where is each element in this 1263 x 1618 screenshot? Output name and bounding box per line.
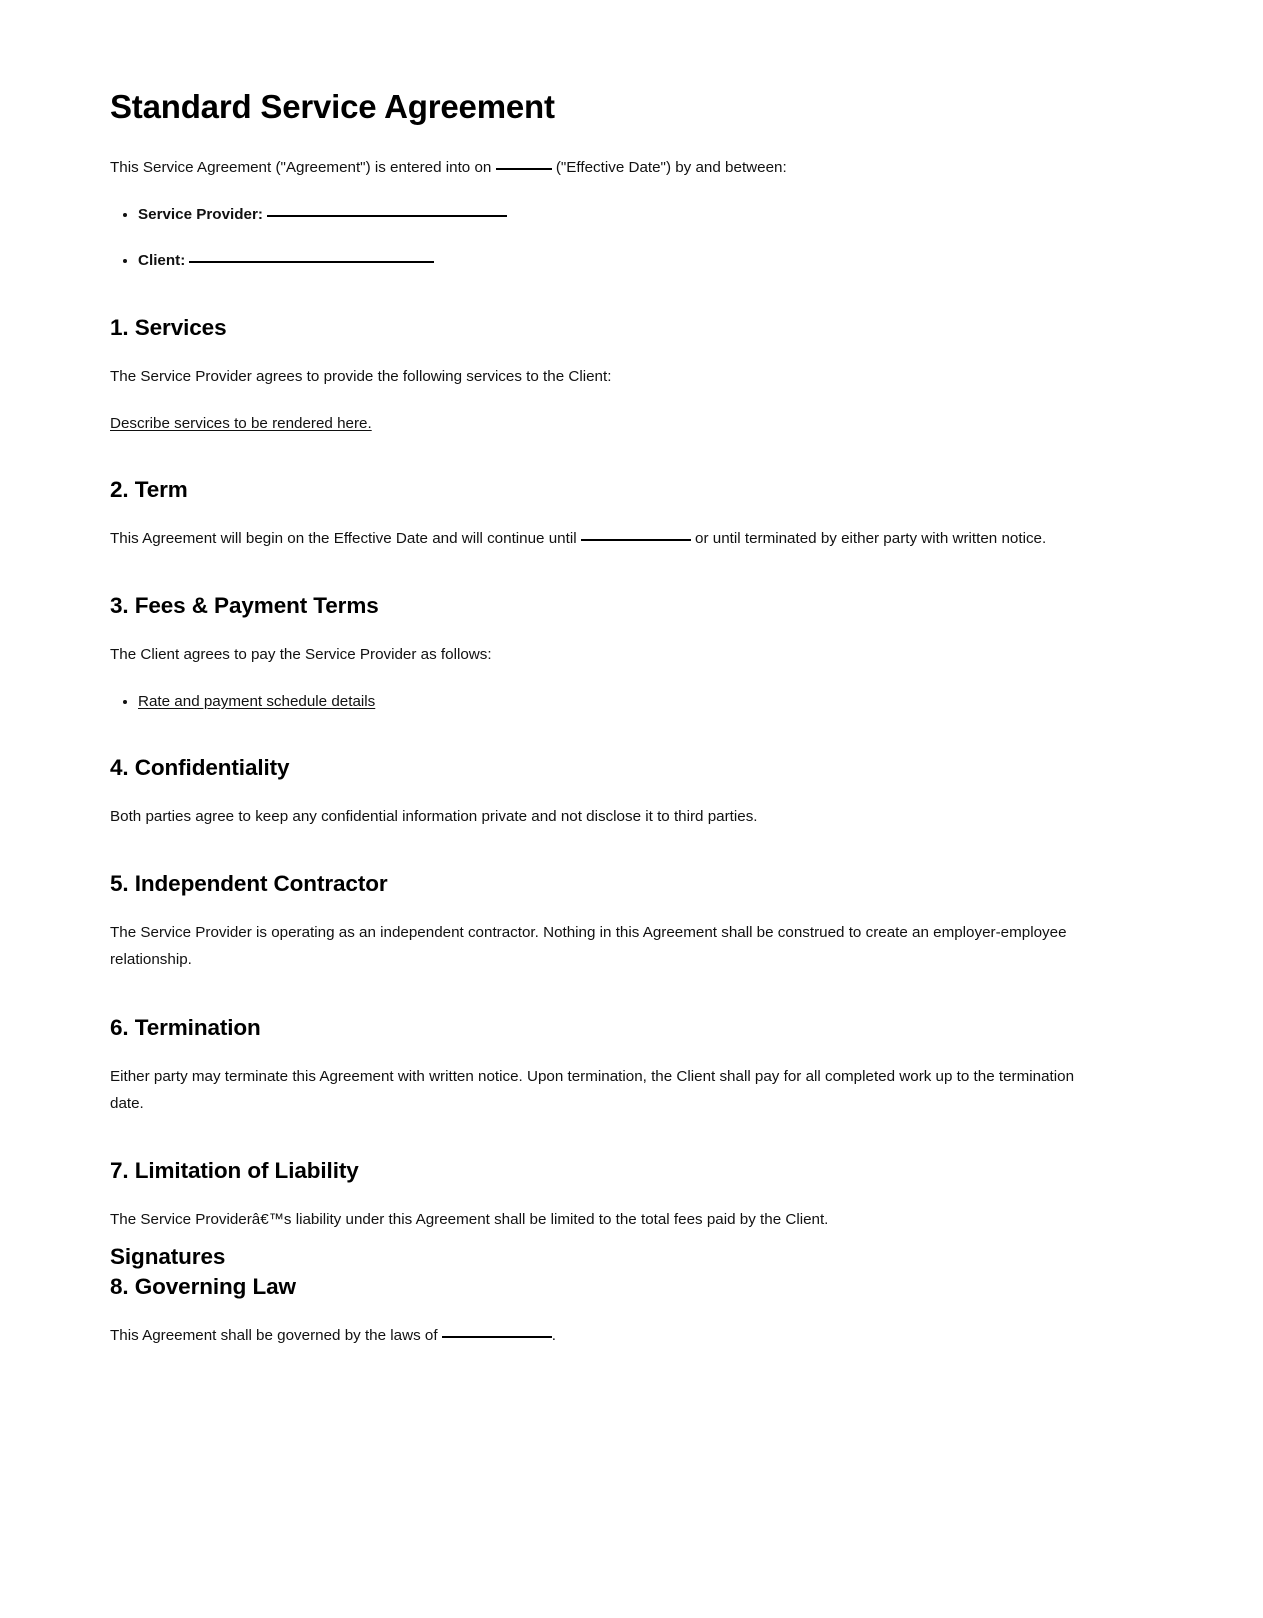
limitation-of-liability-paragraph: The Service Providerâ€™s liability under this Agreement shall be limited to the total fees paid by the Client.	[110, 1210, 829, 1228]
governing-law-blank[interactable]	[442, 1336, 552, 1338]
section-heading-governing-law: 8. Governing Law	[110, 1273, 296, 1299]
list-item-service-provider	[138, 203, 1110, 227]
section-heading-termination: 6. Termination	[110, 1014, 261, 1040]
term-end-blank[interactable]	[581, 539, 691, 541]
section-heading-services: 1. Services	[110, 314, 227, 340]
parties-list	[110, 203, 1110, 274]
services-paragraph: The Service Provider agrees to provide the following services to the Client:	[110, 367, 612, 385]
governing-law-paragraph	[110, 1322, 1110, 1349]
intro-text-before: This Service Agreement ("Agreement") is entered into on	[110, 158, 492, 176]
signatures-section-clipped	[110, 1243, 1110, 1269]
service-provider-blank[interactable]	[267, 215, 507, 217]
intro-paragraph	[110, 154, 1110, 181]
section-heading-confidentiality: 4. Confidentiality	[110, 755, 290, 781]
effective-date-blank[interactable]	[496, 168, 552, 170]
section-heading-signatures: Signatures	[110, 1244, 226, 1269]
independent-contractor-paragraph: The Service Provider is operating as an independent contractor. Nothing in this Agreement shall be construed to create an employer-employee relationship.	[110, 924, 1067, 969]
client-blank[interactable]	[189, 261, 434, 263]
intro-text-after: ("Effective Date") by and between:	[555, 158, 787, 176]
termination-paragraph: Either party may terminate this Agreement with written notice. Upon termination, the Client shall pay for all completed work up to the termination date.	[110, 1067, 1075, 1112]
term-paragraph	[110, 525, 1110, 552]
term-text-before: This Agreement will begin on the Effective Date and will continue until	[110, 529, 577, 547]
page-title: Standard Service Agreement	[110, 88, 555, 125]
fees-paragraph: The Client agrees to pay the Service Provider as follows:	[110, 646, 492, 664]
section-heading-term: 2. Term	[110, 476, 188, 502]
section-heading-fees: 3. Fees & Payment Terms	[110, 593, 379, 619]
governing-law-text-after: .	[551, 1326, 557, 1344]
section-heading-independent-contractor: 5. Independent Contractor	[110, 871, 388, 897]
term-text-after: or until terminated by either party with written notice.	[695, 529, 1047, 547]
confidentiality-paragraph: Both parties agree to keep any confidential information private and not disclose it to third parties.	[110, 808, 758, 826]
section-heading-limitation-of-liability: 7. Limitation of Liability	[110, 1157, 359, 1183]
fees-bullet-list	[110, 690, 1110, 714]
services-placeholder[interactable]: Describe services to be rendered here.	[110, 414, 372, 432]
service-provider-label: Service Provider:	[138, 205, 263, 223]
list-item-rate-details[interactable]: • Rate and payment schedule details	[138, 690, 1110, 714]
governing-law-text-before: This Agreement shall be governed by the laws of	[110, 1326, 438, 1344]
document-body	[110, 88, 1110, 1344]
client-label: Client:	[138, 252, 186, 270]
list-item-client	[138, 249, 1110, 273]
